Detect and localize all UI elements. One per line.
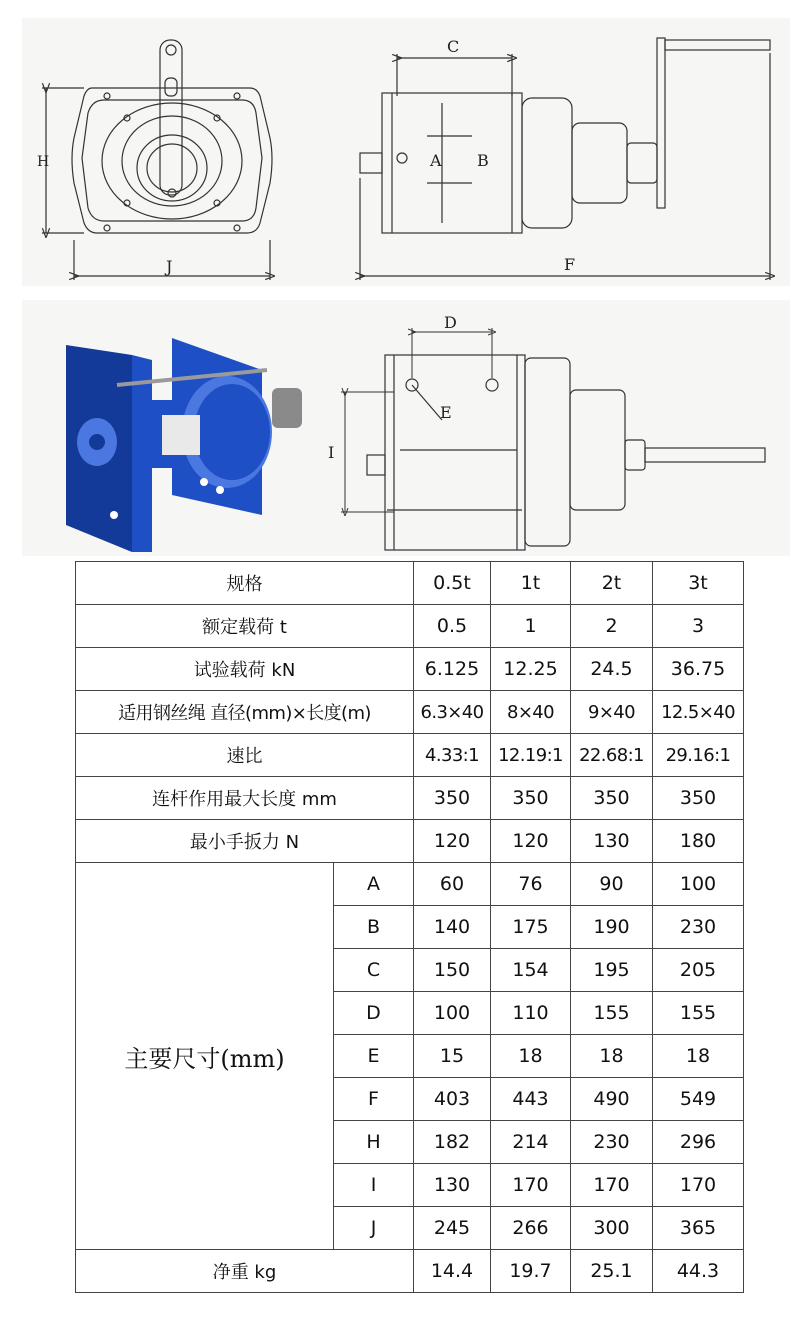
dim-key: J [334, 1207, 414, 1250]
table-cell: 14.4 [414, 1250, 491, 1293]
table-cell: 18 [653, 1035, 744, 1078]
table-cell: 18 [571, 1035, 653, 1078]
table-cell: 120 [414, 820, 491, 863]
table-cell: 6.125 [414, 648, 491, 691]
table-cell: 266 [491, 1207, 571, 1250]
table-cell: 110 [491, 992, 571, 1035]
table-cell: 2 [571, 605, 653, 648]
table-cell: 182 [414, 1121, 491, 1164]
dim-key: B [334, 906, 414, 949]
diagram-top-panel [22, 18, 790, 286]
table-cell: 130 [414, 1164, 491, 1207]
side-view [360, 38, 770, 233]
table-cell: 403 [414, 1078, 491, 1121]
row-label: 速比 [76, 734, 414, 777]
table-row [76, 820, 744, 863]
model-header: 2t [571, 562, 653, 605]
winch-photo [66, 338, 302, 552]
row-label: 净重 kg [76, 1250, 414, 1293]
table-row [76, 691, 744, 734]
table-cell: 350 [491, 777, 571, 820]
table-cell: 300 [571, 1207, 653, 1250]
table-cell: 3 [653, 605, 744, 648]
table-cell: 140 [414, 906, 491, 949]
table-cell: 12.25 [491, 648, 571, 691]
table-cell: 100 [414, 992, 491, 1035]
table-row [76, 1250, 744, 1293]
table-cell: 1 [491, 605, 571, 648]
table-cell: 60 [414, 863, 491, 906]
header-label: 规格 [76, 562, 414, 605]
row-label: 连杆作用最大长度 mm [76, 777, 414, 820]
table-cell: 150 [414, 949, 491, 992]
model-header: 1t [491, 562, 571, 605]
dim-key: A [334, 863, 414, 906]
dim-key: I [334, 1164, 414, 1207]
table-cell: 296 [653, 1121, 744, 1164]
diagram-mid-panel [22, 300, 790, 556]
model-header: 3t [653, 562, 744, 605]
table-row [76, 863, 744, 906]
table-cell: 44.3 [653, 1250, 744, 1293]
winch-front-side-drawing [22, 18, 790, 286]
table-row [76, 734, 744, 777]
row-label: 额定载荷 t [76, 605, 414, 648]
table-cell: 9×40 [571, 691, 653, 734]
table-cell: 12.5×40 [653, 691, 744, 734]
table-cell: 0.5 [414, 605, 491, 648]
dimensions-label: 主要尺寸(mm) [76, 863, 334, 1250]
table-cell: 120 [491, 820, 571, 863]
dim-label-c: C [447, 37, 460, 56]
table-cell: 180 [653, 820, 744, 863]
table-cell: 443 [491, 1078, 571, 1121]
table-cell: 350 [414, 777, 491, 820]
table-cell: 155 [571, 992, 653, 1035]
table-cell: 4.33:1 [414, 734, 491, 777]
dim-label-d: D [444, 313, 457, 332]
dim-label-h: H [37, 154, 50, 170]
table-cell: 155 [653, 992, 744, 1035]
table-cell: 549 [653, 1078, 744, 1121]
table-cell: 170 [571, 1164, 653, 1207]
table-cell: 76 [491, 863, 571, 906]
table-cell: 205 [653, 949, 744, 992]
table-cell: 245 [414, 1207, 491, 1250]
table-cell: 100 [653, 863, 744, 906]
table-cell: 365 [653, 1207, 744, 1250]
table-cell: 15 [414, 1035, 491, 1078]
spec-table [75, 561, 744, 1293]
table-cell: 170 [491, 1164, 571, 1207]
table-row [76, 648, 744, 691]
table-cell: 214 [491, 1121, 571, 1164]
dim-key: D [334, 992, 414, 1035]
dim-label-a: A [430, 151, 442, 170]
table-cell: 8×40 [491, 691, 571, 734]
dim-label-i: I [328, 443, 335, 462]
table-cell: 490 [571, 1078, 653, 1121]
dim-label-e: E [440, 403, 452, 422]
table-cell: 25.1 [571, 1250, 653, 1293]
table-cell: 195 [571, 949, 653, 992]
dim-key: H [334, 1121, 414, 1164]
dim-label-j: J [166, 257, 173, 276]
table-row [76, 777, 744, 820]
table-cell: 6.3×40 [414, 691, 491, 734]
model-header: 0.5t [414, 562, 491, 605]
top-view [367, 355, 765, 550]
table-cell: 190 [571, 906, 653, 949]
table-cell: 230 [653, 906, 744, 949]
table-cell: 36.75 [653, 648, 744, 691]
table-cell: 350 [571, 777, 653, 820]
dim-key: C [334, 949, 414, 992]
dim-label-f: F [564, 255, 576, 274]
table-cell: 175 [491, 906, 571, 949]
table-cell: 230 [571, 1121, 653, 1164]
table-cell: 29.16:1 [653, 734, 744, 777]
table-cell: 350 [653, 777, 744, 820]
table-cell: 18 [491, 1035, 571, 1078]
table-cell: 154 [491, 949, 571, 992]
table-cell: 22.68:1 [571, 734, 653, 777]
row-label: 最小手扳力 N [76, 820, 414, 863]
front-view [72, 40, 272, 233]
dim-key: F [334, 1078, 414, 1121]
table-cell: 170 [653, 1164, 744, 1207]
table-cell: 130 [571, 820, 653, 863]
table-cell: 90 [571, 863, 653, 906]
table-cell: 24.5 [571, 648, 653, 691]
dim-label-b: B [477, 151, 489, 170]
winch-photo-and-top-view [22, 300, 790, 556]
table-cell: 19.7 [491, 1250, 571, 1293]
table-cell: 12.19:1 [491, 734, 571, 777]
dim-key: E [334, 1035, 414, 1078]
table-row [76, 605, 744, 648]
row-label: 适用钢丝绳 直径(mm)×长度(m) [76, 691, 414, 734]
row-label: 试验载荷 kN [76, 648, 414, 691]
table-row [76, 562, 744, 605]
